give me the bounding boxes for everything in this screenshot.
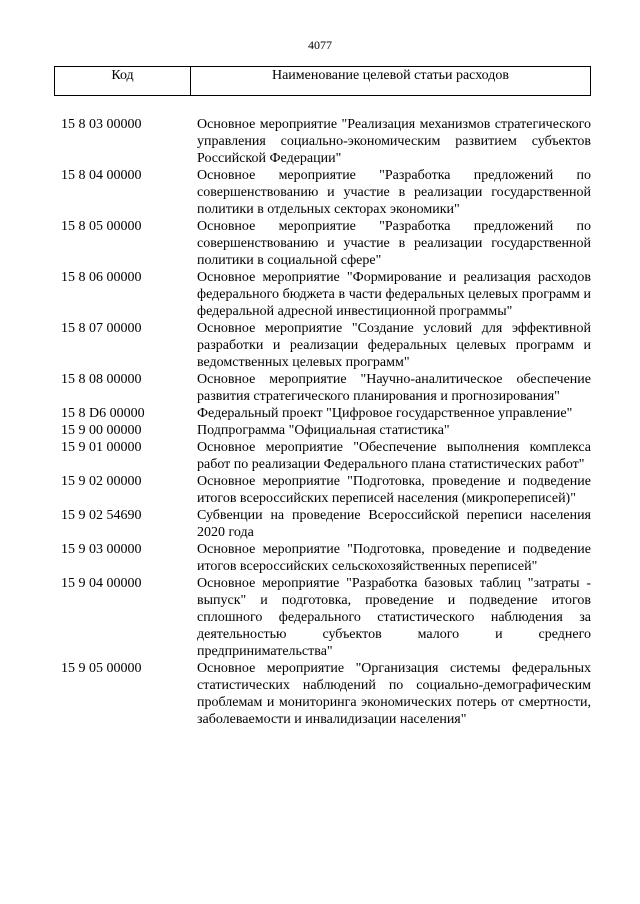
table-row	[54, 167, 591, 218]
row-code: 15 9 04 00000	[61, 576, 142, 591]
table-row	[54, 473, 591, 507]
table-row	[54, 116, 591, 167]
row-code: 15 8 04 00000	[61, 168, 142, 183]
header-name: Наименование целевой статьи расходов	[271, 68, 510, 83]
row-code: 15 9 00 00000	[61, 423, 142, 438]
row-description: Основное мероприятие "Реализация механизмов стратегического управления социально-экономическим развитием субъектов Российской Федерации"	[197, 117, 591, 166]
row-description: Основное мероприятие "Формирование и реализация расходов федерального бюджета в части федеральных целевых программ и федеральной адресной инвестиционной программы"	[197, 270, 591, 319]
table-row	[54, 575, 591, 660]
row-code: 15 9 05 00000	[61, 661, 142, 676]
row-code: 15 9 02 54690	[61, 508, 142, 523]
row-code: 15 8 D6 00000	[61, 406, 145, 421]
row-description: Основное мероприятие "Разработка предложений по совершенствованию и участие в реализации государственной политики в отдельных секторах экономики"	[197, 168, 591, 217]
row-code: 15 9 01 00000	[61, 440, 142, 455]
row-description: Основное мероприятие "Подготовка, проведение и подведение итогов всероссийских сельскохозяйственных переписей"	[197, 542, 591, 574]
row-description: Основное мероприятие "Научно-аналитическое обеспечение развития стратегического планирования и прогнозирования"	[197, 372, 591, 404]
row-code: 15 8 03 00000	[61, 117, 142, 132]
row-description: Основное мероприятие "Создание условий для эффективной разработки и реализации федеральных целевых программ и ведомственных целевых программ"	[197, 321, 591, 370]
expense-items-list	[54, 116, 591, 728]
header-code: Код	[55, 67, 191, 95]
row-code: 15 9 03 00000	[61, 542, 142, 557]
row-description: Основное мероприятие "Разработка предложений по совершенствованию и участие в реализации государственной политики в социальной сфере"	[197, 219, 591, 268]
row-code: 15 8 07 00000	[61, 321, 142, 336]
row-code: 15 8 05 00000	[61, 219, 142, 234]
table-row	[54, 320, 591, 371]
table-row	[54, 439, 591, 473]
table-row	[54, 541, 591, 575]
row-description: Подпрограмма "Официальная статистика"	[197, 423, 450, 438]
table-row	[54, 660, 591, 728]
table-row	[54, 218, 591, 269]
row-code: 15 9 02 00000	[61, 474, 142, 489]
table-row	[54, 371, 591, 405]
table-row	[54, 507, 591, 541]
table-header	[54, 66, 591, 96]
page-number: 4077	[308, 38, 332, 52]
table-row	[54, 269, 591, 320]
row-description: Федеральный проект "Цифровое государственное управление"	[197, 406, 573, 421]
row-description: Основное мероприятие "Организация системы федеральных статистических наблюдений по социально-демографическим проблемам и мониторинга экономических потерь от смертности, заболеваемости и инвалидизации населения"	[197, 661, 591, 727]
row-description: Основное мероприятие "Обеспечение выполнения комплекса работ по реализации Федерального плана статистических работ"	[197, 440, 591, 472]
row-description: Основное мероприятие "Подготовка, проведение и подведение итогов всероссийских переписей населения (микропереписей)"	[197, 474, 591, 506]
table-row	[54, 422, 591, 439]
table-row	[54, 405, 591, 422]
row-code: 15 8 08 00000	[61, 372, 142, 387]
row-description: Основное мероприятие "Разработка базовых таблиц "затраты - выпуск" и подготовка, проведение и подведение итогов сплошного федерального статистического наблюдения за деятельностью субъектов малого и среднего предпринимательства"	[197, 576, 591, 659]
row-code: 15 8 06 00000	[61, 270, 142, 285]
row-description: Субвенции на проведение Всероссийской переписи населения 2020 года	[197, 508, 591, 540]
